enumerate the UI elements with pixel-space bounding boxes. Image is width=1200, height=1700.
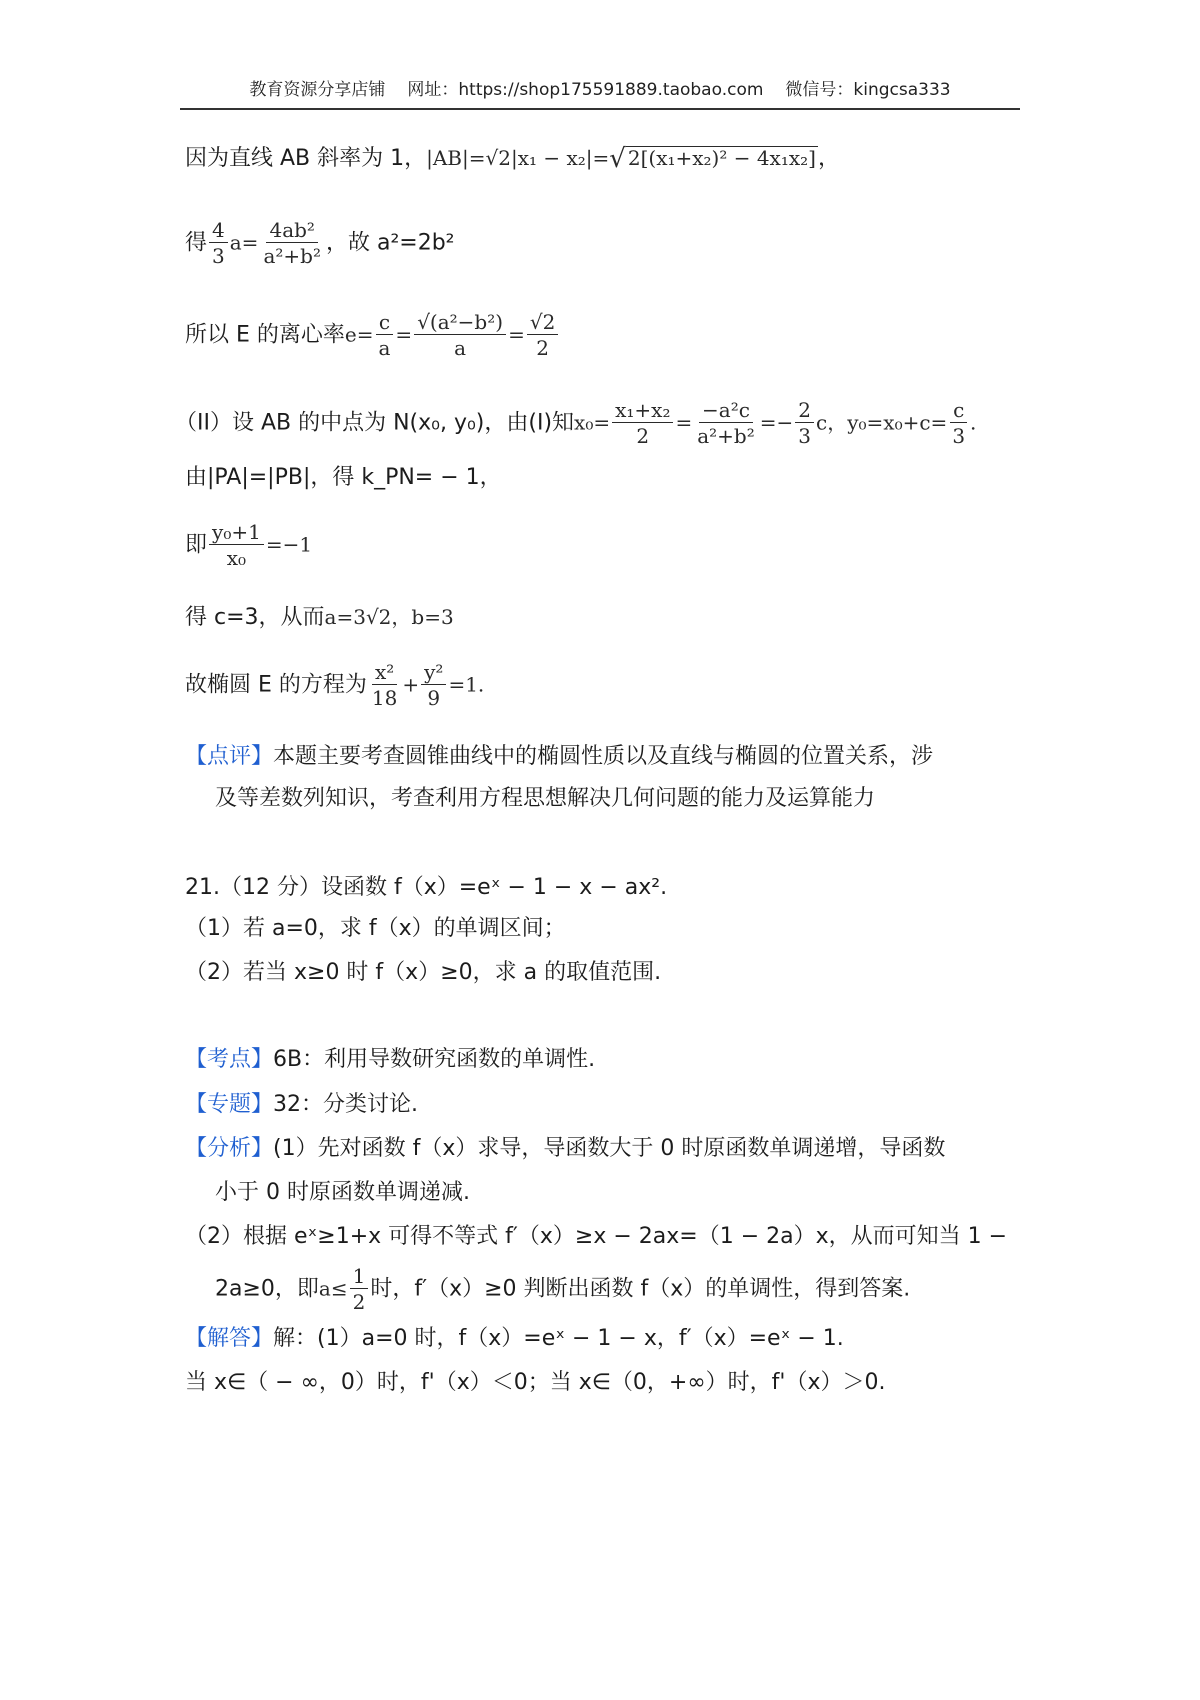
text: 即: [185, 532, 208, 558]
solution-line-3: [185, 310, 560, 361]
fraction: $\frac{\text{x₁+x₂}}{2}$: [612, 398, 673, 449]
solution-line-4: [175, 398, 976, 449]
zhuanti-tag: 【专题】: [185, 1092, 274, 1117]
comment-line-1: [185, 742, 933, 772]
jieda-tag: 【解答】: [185, 1326, 274, 1351]
text: 时，f′（x）≥0 判断出函数 f（x）的单调性，得到答案.: [370, 1276, 911, 1302]
math-expression: e=: [344, 322, 374, 347]
fraction: $\frac{1}{2}$: [350, 1264, 369, 1315]
comment-tag: 【点评】: [185, 744, 274, 769]
text: 2a≥0，即: [215, 1276, 319, 1302]
text: 所以 E 的离心率: [185, 322, 345, 348]
text: （II）设 AB 的中点为 N(x₀, y₀)，由(I)知: [175, 410, 575, 436]
math-expression: |AB|=√2|x₁ − x₂|=: [426, 146, 610, 170]
jieda-line-2: 当 x∈（ − ∞，0）时，f'（x）＜0；当 x∈（0，+∞）时，f'（x）＞0.: [185, 1370, 886, 1395]
problem-21-q1: （1）若 a=0，求 f（x）的单调区间；: [185, 916, 566, 941]
plus: +: [402, 672, 420, 697]
solution-line-6: [185, 520, 312, 571]
fraction: $\frac{\text{4ab²}}{\text{a²+b²}}$: [263, 218, 321, 268]
text: ，: [817, 146, 840, 171]
text: 本题主要考查圆锥曲线中的椭圆性质以及直线与椭圆的位置关系，涉: [273, 744, 934, 769]
fraction: $\frac{c}{3}$: [949, 398, 968, 449]
page-header: [180, 78, 1020, 110]
fenxi-line-4: [215, 1264, 910, 1315]
problem-21-title: 21.（12 分）设函数 f（x）=eˣ − 1 − x − ax².: [185, 875, 668, 900]
fenxi-line-3: （2）根据 eˣ≥1+x 可得不等式 f′（x）≥x − 2ax=（1 − 2a）x，从而可知当 1 −: [185, 1224, 1008, 1249]
fraction: $\frac{√2}{2}$: [527, 310, 558, 361]
sqrt-expression: 2[(x₁+x₂)² − 4x₁x₂]: [627, 146, 816, 170]
text: 得 c=3，从而: [185, 605, 325, 630]
fraction: $\frac{c}{a}$: [375, 310, 393, 361]
fenxi-line-2: 小于 0 时原函数单调递减.: [215, 1180, 470, 1205]
math-expression: a≤: [318, 1276, 348, 1301]
shop-url[interactable]: https://shop175591889.taobao.com: [458, 80, 764, 100]
text: ，故 a²=2b²: [325, 230, 455, 256]
zhuanti-line: [185, 1090, 418, 1120]
wechat-id: kingcsa333: [853, 80, 951, 100]
text: (1）先对函数 f（x）求导，导函数大于 0 时原函数单调递增，导函数: [273, 1136, 946, 1161]
solution-line-2: [185, 218, 454, 269]
math-expression: a=: [229, 230, 259, 255]
math-expression: a=3√2，b=3: [324, 605, 454, 629]
fraction: $\frac{\text{−a²c}}{\text{a²+b²}}$: [697, 398, 755, 448]
math-expression: =−1: [265, 532, 313, 557]
fraction: $\frac{4}{3}$: [209, 218, 228, 269]
solution-line-8: [185, 660, 484, 711]
math-expression: =1.: [448, 672, 485, 697]
solution-line-1: 因为直线 AB 斜率为 1，|AB|=√2|x₁ − x₂|=√ 2[(x₁+x₂)² − 4x₁x₂]，: [185, 144, 840, 174]
problem-21-q2: （2）若当 x≥0 时 f（x）≥0，求 a 的取值范围.: [185, 960, 662, 985]
url-label: 网址：: [407, 80, 459, 100]
equals: =: [508, 322, 525, 347]
fraction: $\frac{\text{y²}}{9}$: [421, 660, 446, 711]
text: 故椭圆 E 的方程为: [185, 672, 367, 698]
math-expression: x₀=: [574, 410, 611, 435]
text: 解：(1）a=0 时，f（x）=eˣ − 1 − x，f′（x）=eˣ − 1.: [273, 1326, 844, 1351]
wechat-label: 微信号：: [785, 80, 854, 100]
equals: =: [395, 322, 413, 347]
kaodian-line: [185, 1045, 595, 1075]
equals: =: [675, 410, 693, 435]
solution-line-7: [185, 602, 454, 633]
fraction: $\frac{2}{3}$: [795, 398, 814, 449]
equals: =−: [759, 410, 794, 435]
text: 32：分类讨论.: [273, 1092, 419, 1117]
math-expression: c，y₀=x₀+c=: [816, 410, 948, 435]
text: 得: [185, 230, 208, 256]
comment-line-2: 及等差数列知识，考查利用方程思想解决几何问题的能力及运算能力: [215, 786, 876, 811]
fenxi-tag: 【分析】: [185, 1136, 274, 1161]
period: .: [970, 410, 977, 435]
text: 6B：利用导数研究函数的单调性.: [273, 1047, 596, 1072]
solution-line-5: 由|PA|=|PB|，得 k_PN= − 1，: [185, 465, 502, 490]
fraction: $\frac{\text{y₀+1}}{\text{x₀}}$: [209, 520, 264, 571]
shop-name: 教育资源分享店铺: [249, 80, 386, 100]
fenxi-line-1: [185, 1134, 945, 1164]
fraction: $\frac{\text{x²}}{18}$: [371, 660, 398, 710]
kaodian-tag: 【考点】: [185, 1047, 274, 1072]
text: 因为直线 AB 斜率为 1，: [185, 146, 427, 171]
fraction: $\frac{\text{√(a²−b²)}}{a}$: [414, 310, 506, 361]
jieda-line-1: [185, 1324, 844, 1354]
